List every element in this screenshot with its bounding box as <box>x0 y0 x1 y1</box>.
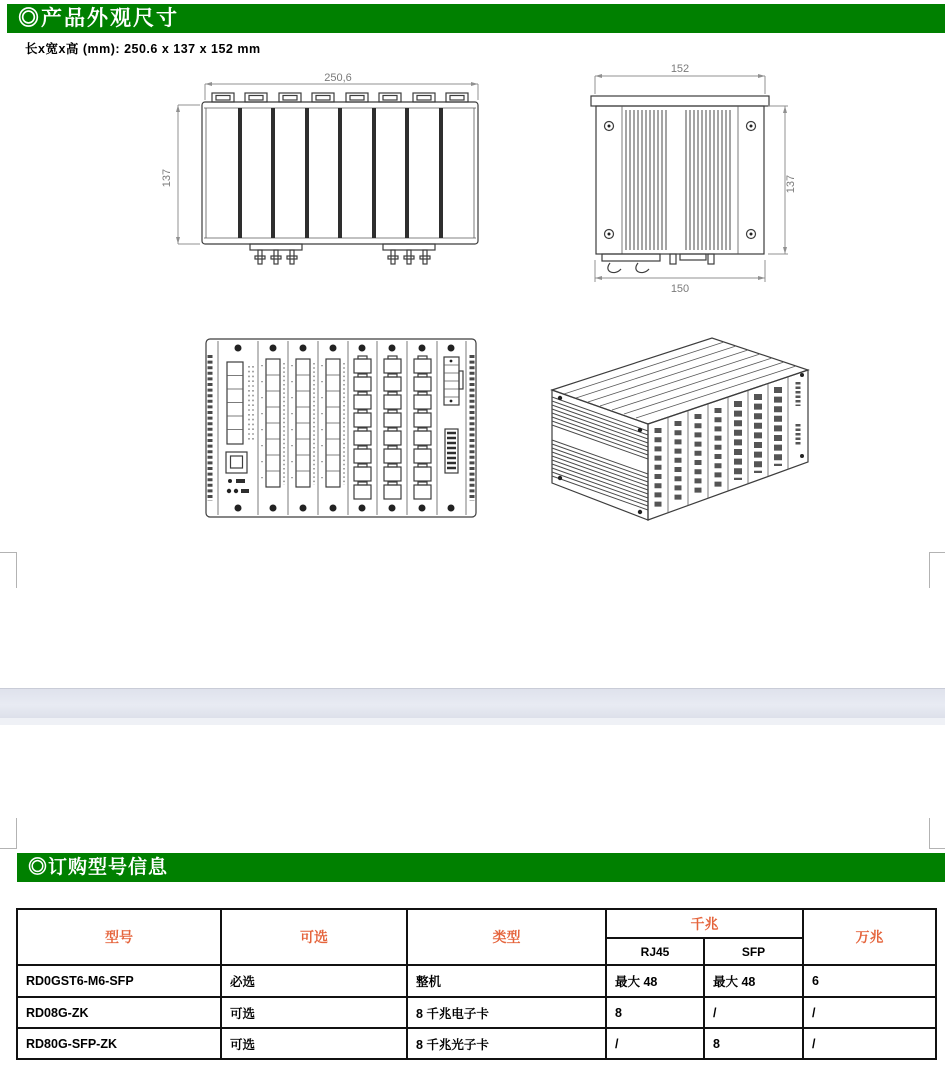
col-header-model: 型号 <box>17 909 221 965</box>
col-header-gigabit: 千兆 <box>606 909 803 938</box>
page-gap-separator <box>0 688 945 718</box>
cell-10g: 6 <box>803 965 936 997</box>
top-view-width-label: 250,6 <box>324 72 352 84</box>
page-corner-mark <box>0 552 17 588</box>
top-view-height-label: 137 <box>161 168 173 188</box>
side-view-side-label: 137 <box>785 174 797 194</box>
front-view-power-card <box>444 357 463 473</box>
top-view-dividers <box>238 108 443 238</box>
section-title-appearance: ◎产品外观尺寸 <box>7 4 945 33</box>
cell-type: 整机 <box>407 965 606 997</box>
cell-optional: 必选 <box>221 965 407 997</box>
dimensions-note: 长x宽x高 (mm): 250.6 x 137 x 152 mm <box>25 42 261 56</box>
side-view-drawing <box>580 62 805 294</box>
side-view-bottom-label: 150 <box>670 283 690 294</box>
side-view-fins <box>626 110 730 250</box>
iso-fins <box>552 397 648 510</box>
page-corner-mark <box>929 552 945 588</box>
top-view-feet <box>250 244 435 264</box>
page-corner-mark <box>0 818 17 849</box>
front-view-main-card <box>226 362 253 493</box>
side-view-din-clip <box>602 254 714 273</box>
front-view-rj45-cards <box>354 356 431 499</box>
top-view-drawing <box>130 72 505 287</box>
cell-10g: / <box>803 1028 936 1059</box>
cell-rj45: 8 <box>606 997 704 1028</box>
col-header-rj45: RJ45 <box>606 938 704 965</box>
cell-model: RD08G-ZK <box>17 997 221 1028</box>
cell-rj45: 最大 48 <box>606 965 704 997</box>
cell-optional: 可选 <box>221 1028 407 1059</box>
ordering-table <box>16 908 937 1060</box>
side-view-top-label: 152 <box>670 63 690 75</box>
front-view-drawing <box>196 333 486 523</box>
table-row <box>17 997 936 1028</box>
top-view-clips <box>212 93 468 102</box>
cell-rj45: / <box>606 1028 704 1059</box>
table-row <box>17 965 936 997</box>
cell-10g: / <box>803 997 936 1028</box>
cell-sfp: 8 <box>704 1028 803 1059</box>
isometric-view-drawing <box>540 328 825 526</box>
col-header-sfp: SFP <box>704 938 803 965</box>
cell-model: RD80G-SFP-ZK <box>17 1028 221 1059</box>
col-header-type: 类型 <box>407 909 606 965</box>
table-row <box>17 1028 936 1059</box>
cell-model: RD0GST6-M6-SFP <box>17 965 221 997</box>
col-header-optional: 可选 <box>221 909 407 965</box>
front-view-card-edges <box>218 341 466 515</box>
page-corner-mark <box>929 818 945 849</box>
iso-card-separators <box>668 377 788 513</box>
page-gap-separator-shadow <box>0 718 945 725</box>
cell-sfp: 最大 48 <box>704 965 803 997</box>
side-view-screws <box>605 122 756 239</box>
section-title-ordering: ◎订购型号信息 <box>17 853 945 882</box>
cell-type: 8 千兆电子卡 <box>407 997 606 1028</box>
cell-sfp: / <box>704 997 803 1028</box>
cell-optional: 可选 <box>221 997 407 1028</box>
cell-type: 8 千兆光子卡 <box>407 1028 606 1059</box>
front-view-sfp-cards <box>262 359 344 487</box>
col-header-10g: 万兆 <box>803 909 936 965</box>
